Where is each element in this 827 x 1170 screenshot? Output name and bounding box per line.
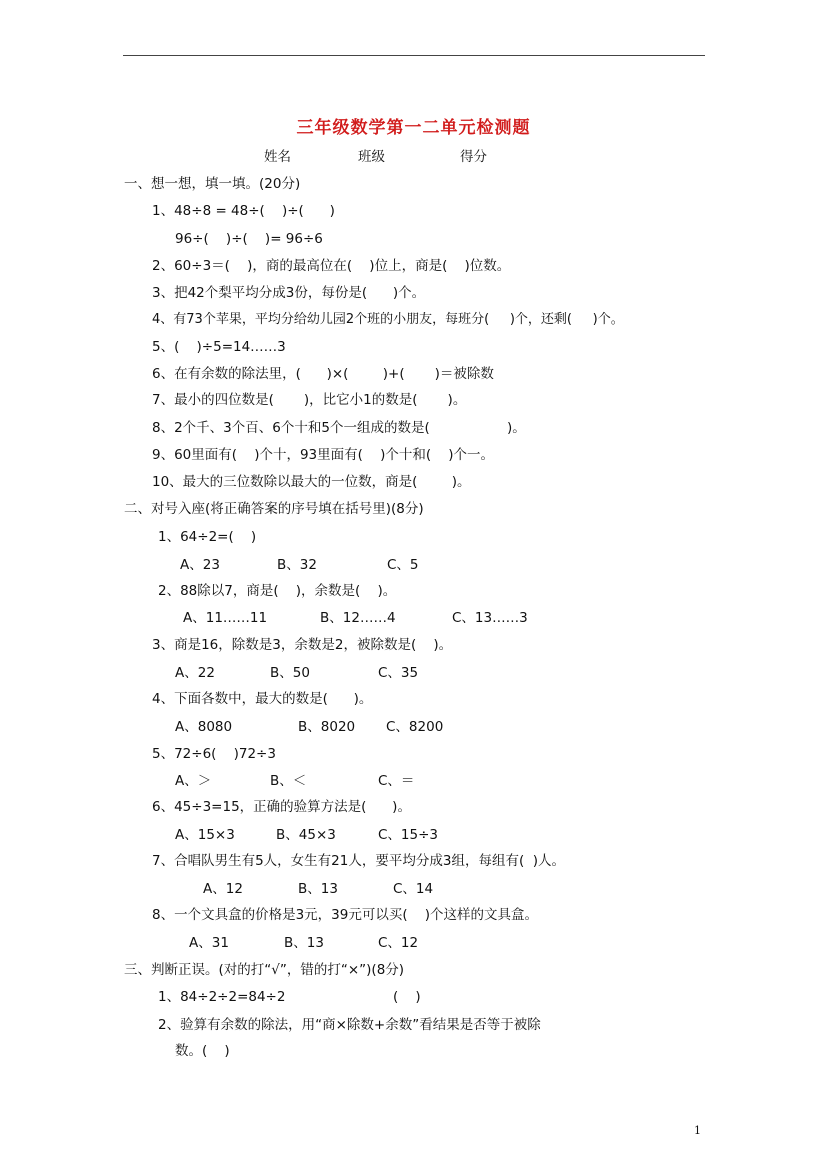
s2-q5-option-a: A、＞: [175, 773, 212, 789]
s2-question-1: 1、64÷2=( ): [158, 529, 257, 545]
s1-item-3: 3、把42个梨平均分成3份，每份是( )个。: [152, 285, 426, 301]
s1-item-6: 6、在有余数的除法里，( )×( )+( )＝被除数: [152, 366, 494, 382]
header-rule: [123, 55, 705, 56]
section3-heading: 三、判断正误。(对的打“√”，错的打“×”)(8分): [124, 962, 405, 978]
s1-item-2: 2、60÷3＝( )，商的最高位在( )位上，商是( )位数。: [152, 258, 511, 274]
s2-q8-option-b: B、13: [284, 935, 324, 951]
s1-item-8: 8、2个千、3个百、6个十和5个一组成的数是( )。: [152, 420, 526, 436]
s3-item-1-blank: ( ): [393, 989, 421, 1005]
section1-heading: 一、想一想，填一填。(20分): [124, 176, 301, 192]
s2-question-4: 4、下面各数中，最大的数是( )。: [152, 691, 373, 707]
s3-item-2-line1: 2、验算有余数的除法，用“商×除数+余数”看结果是否等于被除: [158, 1017, 541, 1033]
s3-item-2-line2: 数。( ): [175, 1043, 230, 1059]
s1-item-5: 5、( )÷5=14……3: [152, 339, 286, 355]
class-label: 班级: [358, 149, 385, 165]
s2-q4-option-b: B、8020: [298, 719, 356, 735]
s2-q1-option-a: A、23: [180, 557, 220, 573]
s2-q4-option-c: C、8200: [386, 719, 444, 735]
s2-q3-option-c: C、35: [378, 665, 419, 681]
score-label: 得分: [460, 149, 487, 165]
s1-item-1b: 96÷( )÷( )= 96÷6: [175, 231, 323, 247]
s2-q8-option-c: C、12: [378, 935, 419, 951]
s2-q1-option-b: B、32: [277, 557, 317, 573]
s2-question-7: 7、合唱队男生有5人，女生有21人，要平均分成3组，每组有( )人。: [152, 853, 566, 869]
s2-question-8: 8、一个文具盒的价格是3元，39元可以买( )个这样的文具盒。: [152, 907, 539, 923]
s1-item-9: 9、60里面有( )个十，93里面有( )个十和( )个一。: [152, 447, 495, 463]
s3-item-1: 1、84÷2÷2=84÷2: [158, 989, 286, 1005]
s2-q7-option-a: A、12: [203, 881, 243, 897]
s2-question-5: 5、72÷6( )72÷3: [152, 746, 276, 762]
s2-q6-option-c: C、15÷3: [378, 827, 439, 843]
s1-item-1: 1、48÷8 = 48÷( )÷( ): [152, 203, 335, 219]
page-number: 1: [694, 1124, 701, 1137]
s2-q7-option-c: C、14: [393, 881, 434, 897]
s2-q6-option-a: A、15×3: [175, 827, 235, 843]
s2-q3-option-b: B、50: [270, 665, 310, 681]
s2-q5-option-c: C、＝: [378, 773, 415, 789]
s1-item-7: 7、最小的四位数是( )，比它小1的数是( )。: [152, 392, 467, 408]
s2-q8-option-a: A、31: [189, 935, 229, 951]
s1-item-4: 4、有73个苹果，平均分给幼儿园2个班的小朋友，每班分( )个，还剩( )个。: [152, 312, 624, 327]
s2-q2-option-c: C、13……3: [452, 610, 528, 626]
page-title: 三年级数学第一二单元检测题: [296, 118, 531, 138]
name-label: 姓名: [264, 149, 291, 165]
s2-question-2: 2、88除以7，商是( )，余数是( )。: [158, 583, 397, 599]
s2-q2-option-a: A、11……11: [183, 610, 268, 626]
s2-q2-option-b: B、12……4: [320, 610, 396, 626]
s2-q6-option-b: B、45×3: [276, 827, 336, 843]
s2-question-6: 6、45÷3=15，正确的验算方法是( )。: [152, 799, 411, 815]
s2-q7-option-b: B、13: [298, 881, 338, 897]
s2-question-3: 3、商是16，除数是3，余数是2，被除数是( )。: [152, 637, 453, 653]
s2-q3-option-a: A、22: [175, 665, 215, 681]
section2-heading: 二、对号入座(将正确答案的序号填在括号里)(8分): [124, 501, 424, 517]
s2-q1-option-c: C、5: [387, 557, 419, 573]
s2-q5-option-b: B、＜: [270, 773, 307, 789]
s2-q4-option-a: A、8080: [175, 719, 233, 735]
s1-item-10: 10、最大的三位数除以最大的一位数，商是( )。: [152, 474, 471, 490]
